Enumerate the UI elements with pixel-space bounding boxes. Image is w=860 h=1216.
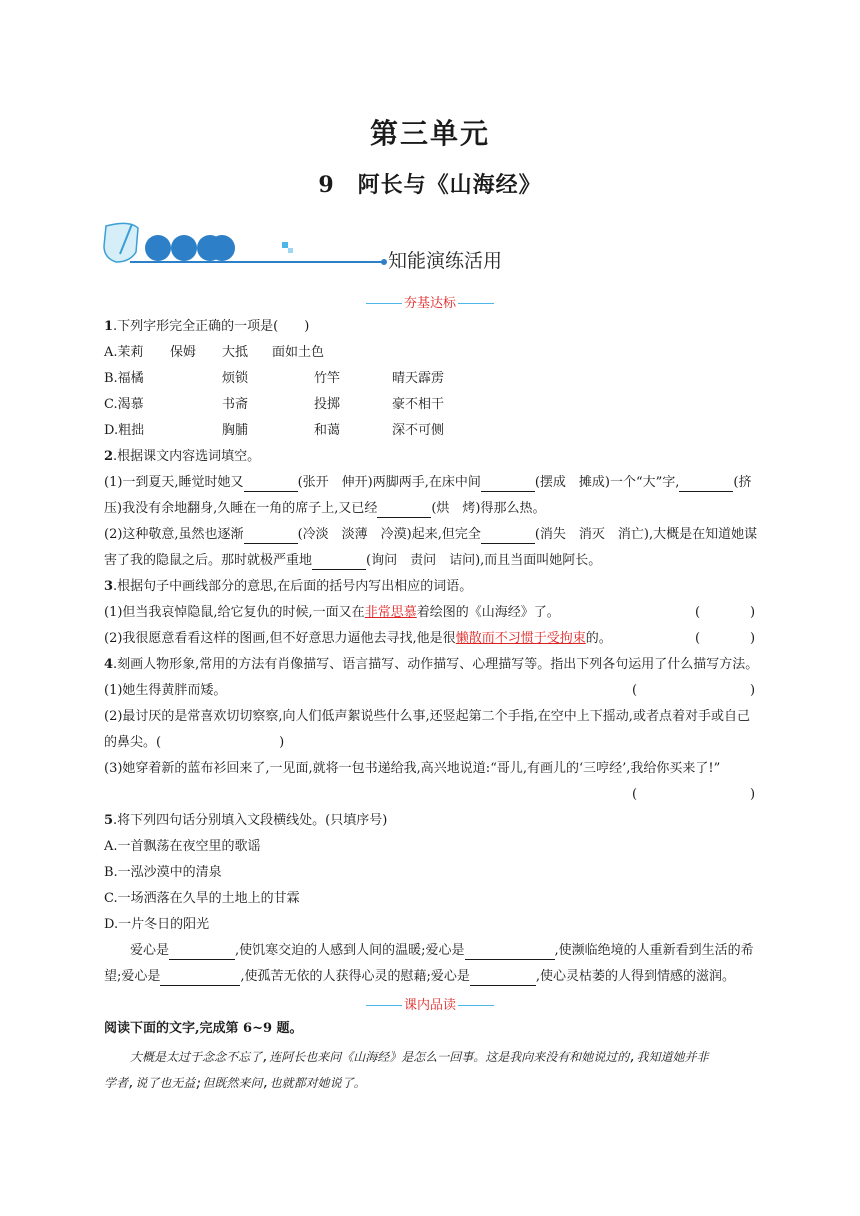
q1-word: 深不可侧 [392,423,445,438]
q1-word: 大抵 [222,345,249,360]
q1-word: 面如土色 [272,345,325,360]
answer-blank[interactable] [481,529,535,544]
q5-option-c: C.一场洒落在久旱的土地上的甘霖 [104,891,300,906]
q1-word: 晴天霹雳 [392,371,445,386]
answer-blank[interactable] [465,945,555,960]
answer-blank[interactable] [377,503,431,518]
answer-blank[interactable] [244,529,298,544]
q4-sentence-1: (1)她生得黄胖而矮。 [104,683,227,698]
q1-option-c: C.渴慕 [104,397,144,412]
answer-paren-open: ( [695,631,701,646]
q1-word: 保姆 [170,345,197,360]
q4-sentence-2-cont: 的鼻尖。( ) [104,735,285,750]
q1-word: 书斋 [222,397,249,412]
q4-sentence-2: (2)最讨厌的是常喜欢切切察察,向人们低声絮说些什么事,还竖起第二个手指,在空中上下摇动,或者点着对手或自己 [104,709,750,724]
answer-paren-close: ) [750,787,756,802]
answer-paren-open: ( [632,787,638,802]
q3-stem: 3.根据句子中画线部分的意思,在后面的括号内写出相应的词语。 [104,579,473,594]
q1-option-a: A.茉莉 [104,345,144,360]
unit-title: 第三单元 [369,117,490,150]
q2-line-1: (1)一到夏天,睡觉时她又 (张开 伸开)两脚两手,在床中间 (摆成 摊成)一个“大”字, (挤 [104,475,752,490]
q2-stem: 2.根据课文内容选词填空。 [104,449,261,464]
q4-sentence-3: (3)她穿着新的蓝布衫回来了,一见面,就将一包书递给我,高兴地说道:“哥儿,有画儿的‘三哼经’,我给你买来了!” [104,761,721,776]
q4-stem: 4.刻画人物形象,常用的方法有肖像描写、语言描写、动作描写、心理描写等。指出下列各句运用了什么描写方法。 [104,657,759,672]
q1-word: 和蔼 [314,423,341,438]
section-heading-reading: 课内品读 [0,994,860,1013]
q1-option-d: D.粗拙 [104,423,145,438]
answer-blank[interactable] [169,945,235,960]
q1-word: 竹竿 [314,371,341,386]
q1-word: 豪不相干 [392,397,445,412]
answer-blank[interactable] [679,477,733,492]
lesson-title: 9 阿长与《山海经》 [318,172,542,198]
pen-icon [104,223,138,262]
q1-word: 胸脯 [222,423,249,438]
q5-stem: 5.将下列四句话分别填入文段横线处。(只填序号) [104,813,388,828]
answer-paren-open: ( [695,605,701,620]
q5-paragraph-2: 望;爱心是 ,使孤苦无依的人获得心灵的慰藉;爱心是 ,使心灵枯萎的人得到情感的滋润。 [104,969,736,984]
q1-word: 投掷 [314,397,341,412]
dot-2 [171,235,197,261]
dot-4 [209,235,235,261]
q1-word: 烦锁 [222,371,249,386]
answer-blank[interactable] [470,971,536,986]
q3-sentence-1: (1)但当我哀悼隐鼠,给它复仇的时候,一面又在非常思慕着绘图的《山海经》了。 [104,605,560,620]
answer-paren-close: ) [750,683,756,698]
banner-label: 知能演练活用 [388,250,503,272]
answer-blank[interactable] [312,555,366,570]
q1-option-b: B.福橘 [104,371,144,386]
q3-sentence-2: (2)我很愿意看看这样的图画,但不好意思力逼他去寻找,他是很懒散而不习惯于受拘束的。 [104,631,612,646]
answer-blank[interactable] [160,971,240,986]
q5-option-d: D.一片冬日的阳光 [104,917,210,932]
q1-stem: 1.下列字形完全正确的一项是( ) [104,319,310,334]
answer-paren-close: ) [750,605,756,620]
section-heading-basic: 夯基达标 [0,292,860,311]
reading-paragraph-1: 大概是太过于念念不忘了,连阿长也来问《山海经》是怎么一回事。这是我向来没有和她说过的,我知道她并非 [130,1050,709,1064]
q2-line-4: 害了我的隐鼠之后。那时就极严重地 (询问 责问 诘问),而且当面叫她阿长。 [104,553,602,568]
q2-line-2: 压)我没有余地翻身,久睡在一角的席子上,又已经 (烘 烤)得那么热。 [104,501,546,516]
q5-option-b: B.一泓沙漠中的清泉 [104,865,222,880]
q5-paragraph-1: 爱心是 ,使饥寒交迫的人感到人间的温暖;爱心是 ,使濒临绝境的人重新看到生活的希 [130,943,754,958]
answer-blank[interactable] [244,477,298,492]
q2-line-3: (2)这种敬意,虽然也逐渐 (冷淡 淡薄 冷漠)起来,但完全 (消失 消灭 消亡),大概是在知道她谋 [104,527,758,542]
reading-intro: 阅读下面的文字,完成第 6~9 题。 [104,1021,303,1036]
dot-1 [145,235,171,261]
q5-option-a: A.一首飘荡在夜空里的歌谣 [104,839,261,854]
answer-paren-close: ) [750,631,756,646]
reading-paragraph-2: 学者,说了也无益;但既然来问,也就都对她说了。 [104,1076,366,1090]
answer-paren-open: ( [632,683,638,698]
answer-blank[interactable] [481,477,535,492]
